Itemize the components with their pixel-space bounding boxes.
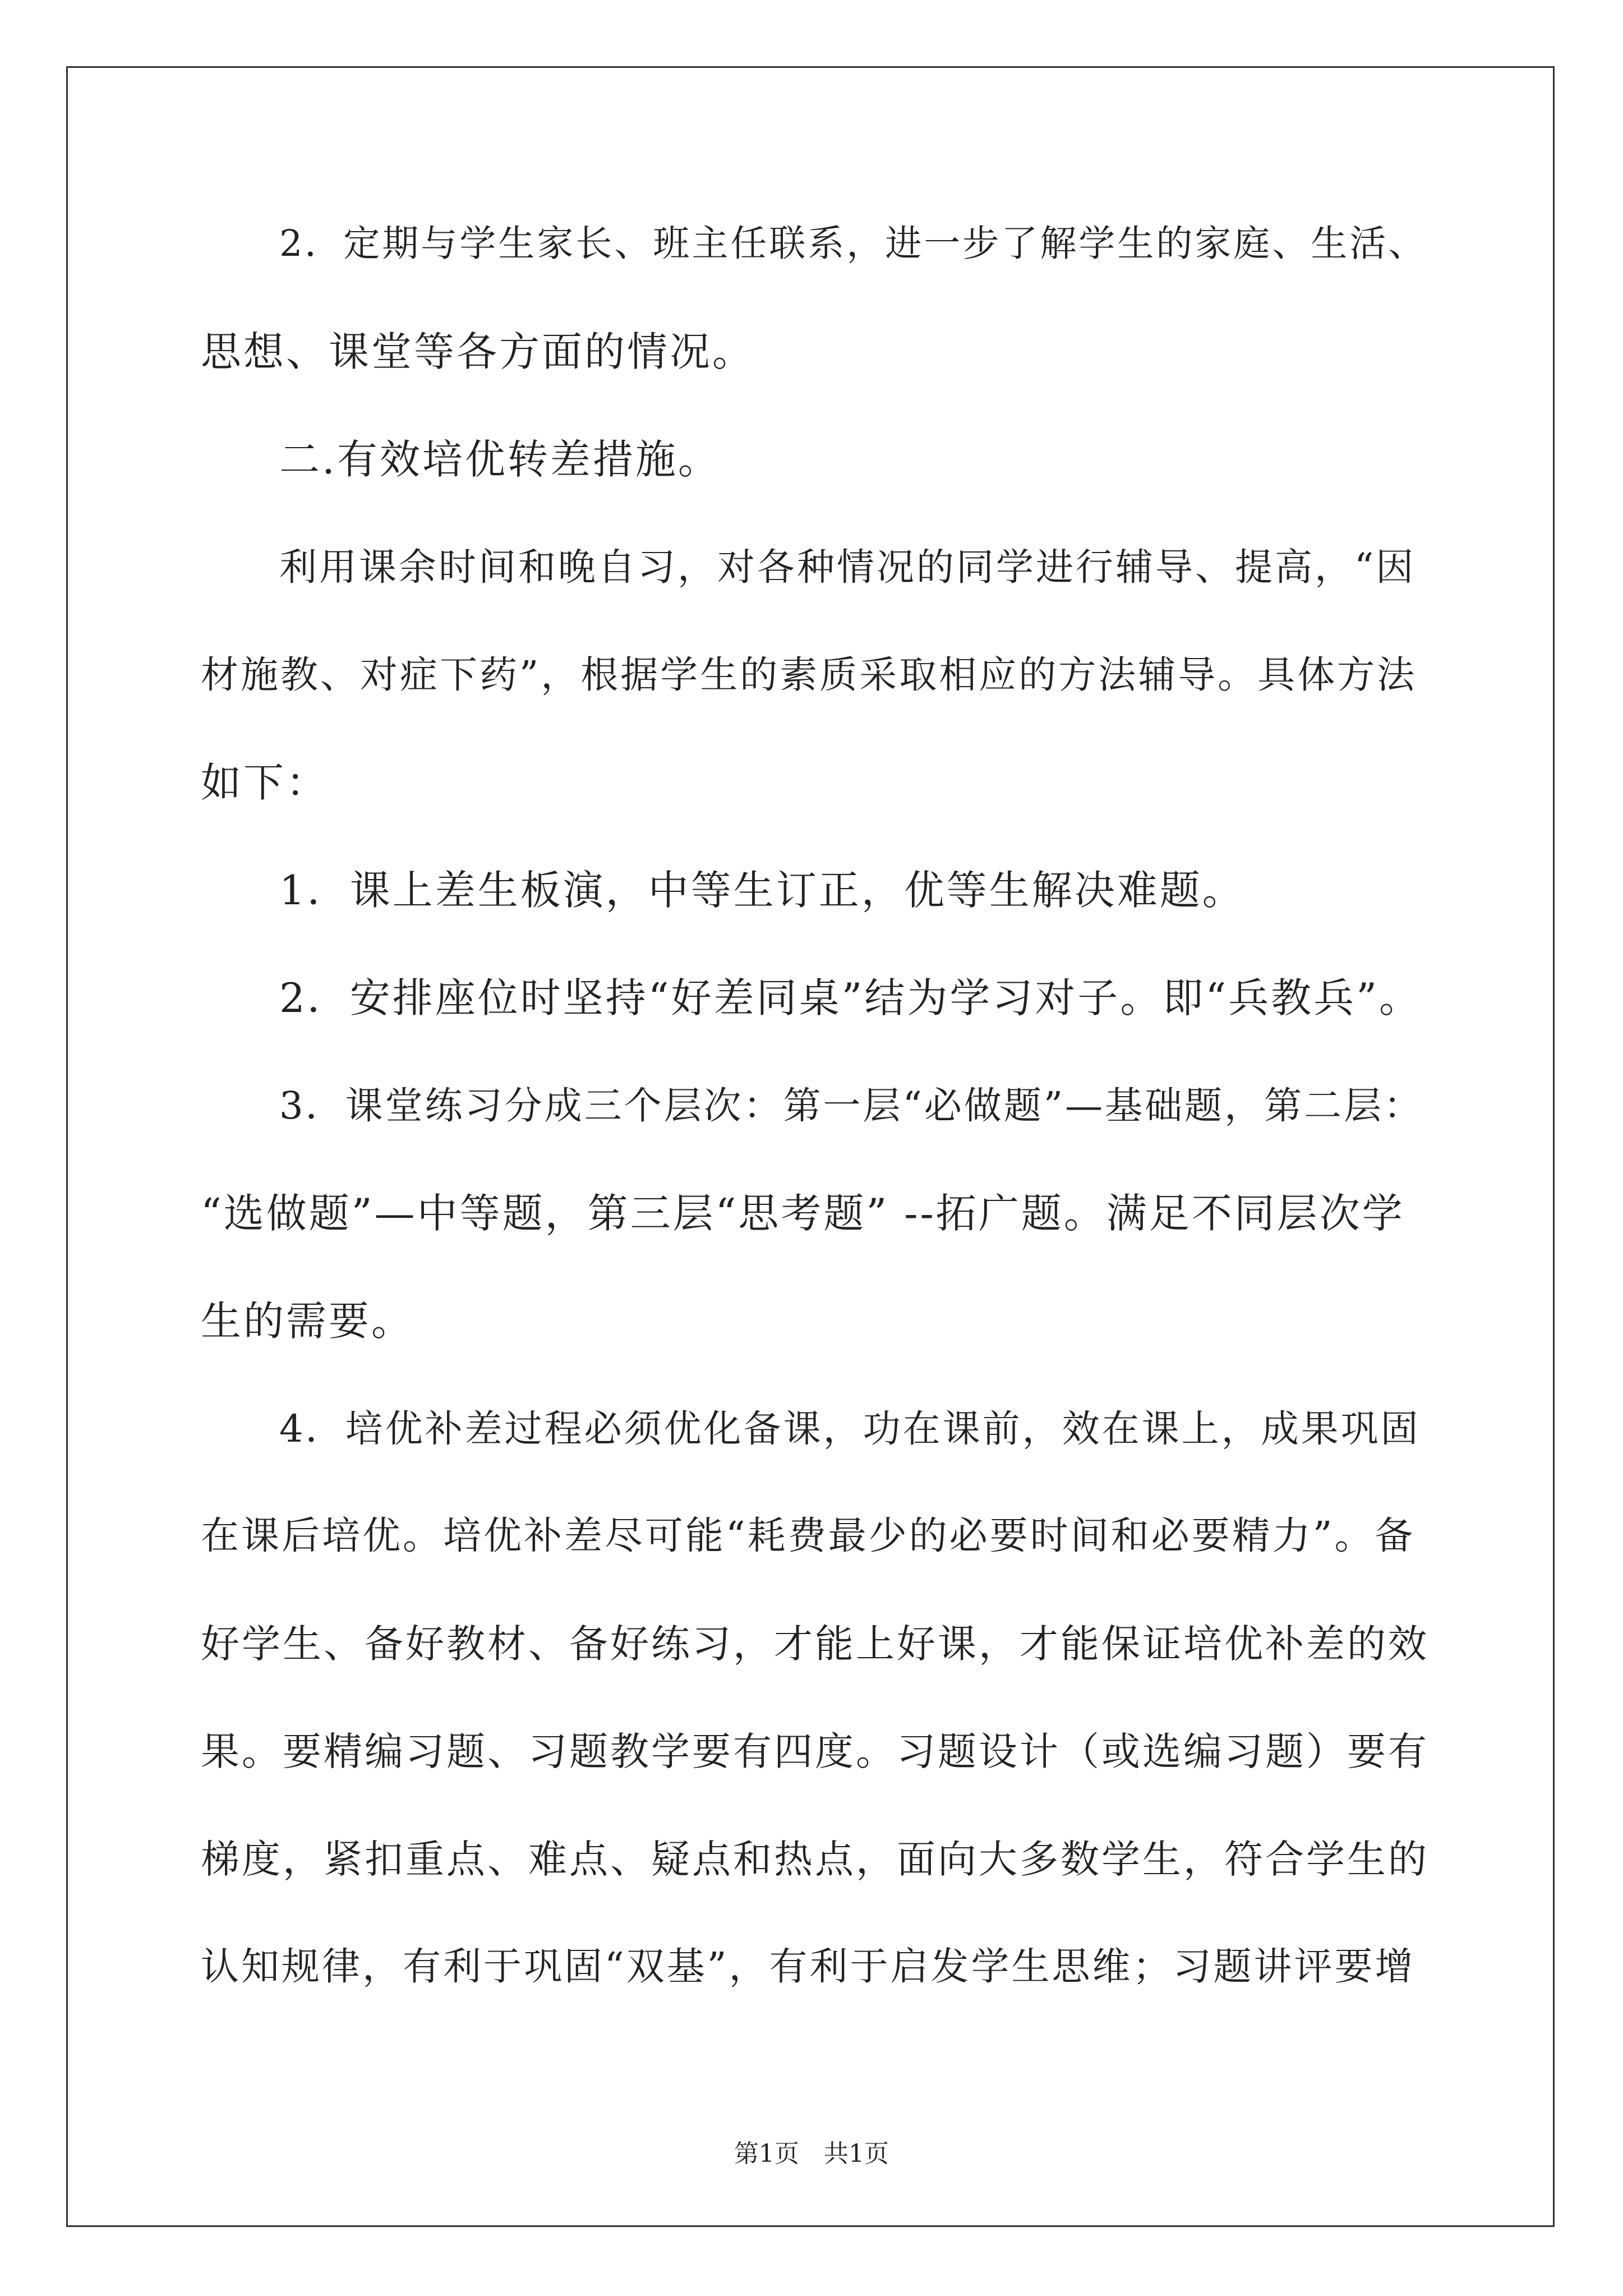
text-line: 1．课上差生板演，中等生订正，优等生解决难题。 [279,867,1245,914]
text-line: 生的需要。 [201,1297,414,1345]
text-line: 利用课余时间和晚自习，对各种情况的同学进行辅导、提高，“因 [279,545,1416,589]
text-line: 认知规律，有利于巩固“双基”，有利于启发学生思维；习题讲评要增 [201,1945,1415,1989]
text-line: 思想、课堂等各方面的情况。 [201,328,755,375]
text-line: 材施教、对症下药”，根据学生的素质采取相应的方法辅导。具体方法 [201,653,1417,697]
text-line: 3．课堂练习分成三个层次：第一层“必做题”—基础题，第二层： [279,1084,1424,1128]
text-line: “选做题”—中等题，第三层“思考题” --拓广题。满足不同层次学 [201,1190,1405,1237]
text-line: 如下： [201,759,329,806]
text-line: 在课后培优。培优补差尽可能“耗费最少的必要时间和必要精力”。备 [201,1514,1415,1558]
text-line: 好学生、备好教材、备好练习，才能上好课，才能保证培优补差的效 [201,1622,1429,1667]
page-number-footer: 第1页 共1页 [734,2139,889,2168]
page-border [66,66,1555,2227]
text-line: 2．安排座位时坚持“好差同桌”结为学习对子。即“兵教兵”。 [279,974,1422,1022]
text-line: 梯度，紧扣重点、难点、疑点和热点，面向大多数学生，符合学生的 [201,1837,1429,1882]
text-line: 4．培优补差过程必须优化备课，功在课前，效在课上，成果巩固 [279,1407,1421,1451]
text-line: 果。要精编习题、习题教学要有四度。习题设计（或选编习题）要有 [201,1729,1429,1774]
section-heading: 二.有效培优转差措施。 [279,436,721,483]
text-line: 2．定期与学生家长、班主任联系，进一步了解学生的家庭、生活、 [279,223,1427,265]
